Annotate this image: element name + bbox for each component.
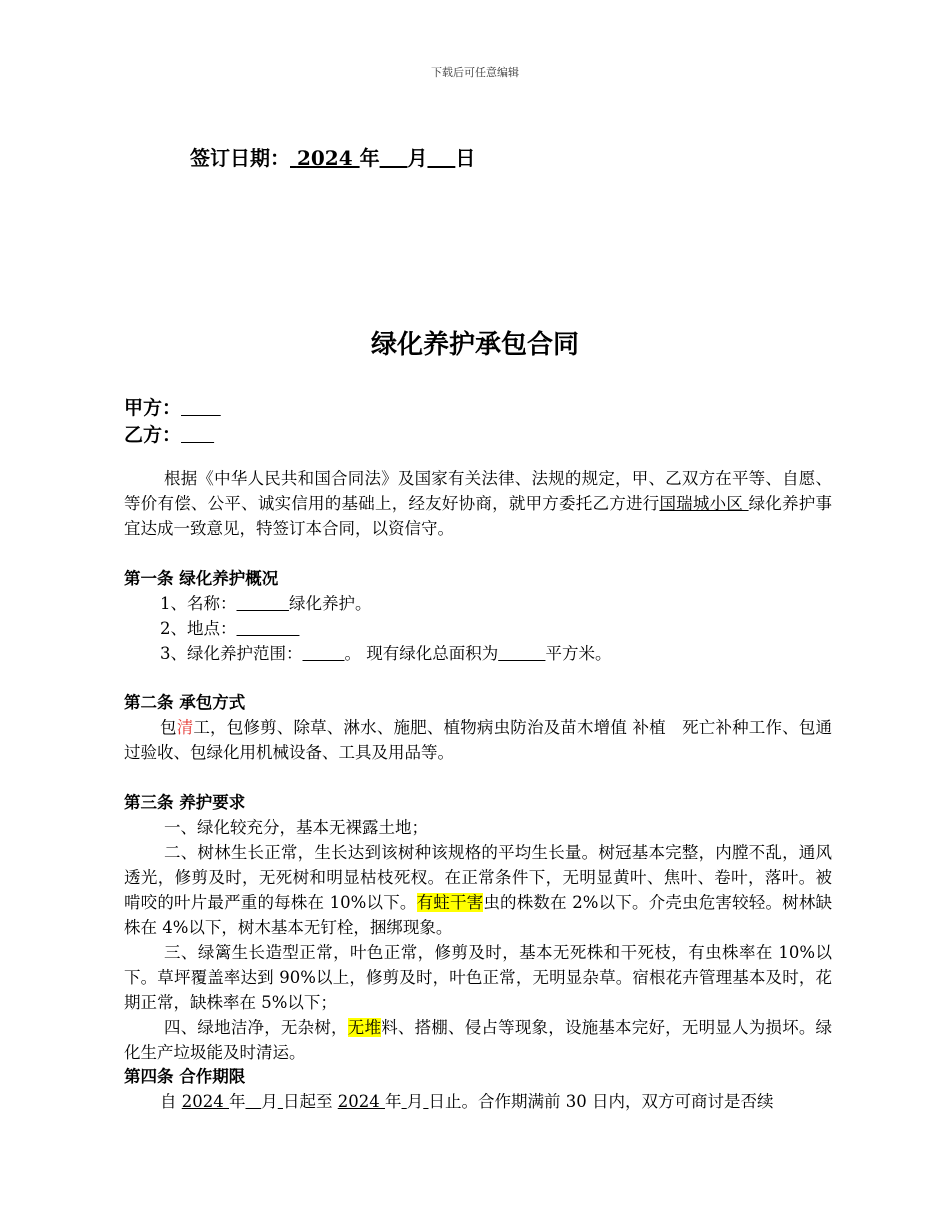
party-a-label: 甲方： [124,397,182,419]
article2-paragraph: 包清工，包修剪、除草、淋水、施肥、植物病虫防治及苗木增值 补植 死亡补种工作、包通过验收、包绿化用机械设备、工具及用品等。 [124,718,833,762]
article1-heading: 第一条 绿化养护概况 [124,569,279,588]
sign-date-line [190,142,475,171]
article2-heading: 第二条 承包方式 [124,693,246,712]
article1-item3: 3、绿化养护范围： 。 现有绿化总面积为 平方米。 [160,644,612,663]
party-a [124,393,221,420]
party-b [124,420,214,447]
article3-p1: 一、绿化较充分，基本无裸露土地； [164,818,428,837]
header-note: 下载后可任意编辑 [431,66,519,79]
party-b-blank [181,424,214,446]
article4-heading: 第四条 合作期限 [124,1067,246,1086]
article3-p2: 二、树林生长正常，生长达到该树种该规格的平均生长量。树冠基本完整，内膛不乱，通风透光，修剪及时，无死树和明显枯枝死杈。在正常条件下，无明显黄叶、焦叶、卷叶，落叶。被啃咬的叶片最严重的每株在 10%以下。有蛀干害虫的株数在 2%以下。介壳虫危害较轻。树林缺株在 4%以下，树木基本无钉栓，捆绑现象。 [124,843,832,937]
intro-paragraph: 根据《中华人民共和国合同法》及国家有关法律、法规的规定，甲、乙双方在平等、自愿、等价有偿、公平、诚实信用的基础上，经友好协商，就甲方委托乙方进行国瑞城小区 绿化养护事宜达成一致意见，特签订本合同，以资信守。 [124,469,833,538]
sign-date-year-unit: 年 [359,146,380,170]
party-b-label: 乙方： [124,424,182,446]
document-title: 绿化养护承包合同 [370,330,579,360]
sign-date-year: 2024 [296,146,360,170]
highlight-text: 有蛀干害 [416,893,484,912]
party-a-blank [181,397,221,419]
article4-paragraph: 自 2024 年 月 日起至 2024 年 月 日止。合作期满前 30 日内，双方可商讨是否续 [160,1092,774,1111]
sign-date-day-unit: 日 [455,146,476,170]
sign-date-day-blank [427,146,455,170]
article3-heading: 第三条 养护要求 [124,793,246,812]
project-name: 国瑞城小区 [659,494,749,513]
article1-item1: 1、名称： 绿化养护。 [160,594,372,613]
article3-p3: 三、绿篱生长造型正常，叶色正常，修剪及时，基本无死株和干死枝，有虫株率在 10%以下。草坪覆盖率达到 90%以上，修剪及时，叶色正常，无明显杂草。宿根花卉管理基本及时，花期正常，缺株率在 5%以下； [124,943,832,1012]
article3-p4: 四、绿地洁净，无杂树，无堆料、搭棚、侵占等现象，设施基本完好，无明显人为损坏。绿化生产垃圾能及时清运。 [124,1018,833,1062]
sign-date-month-blank [380,146,408,170]
article1-item2: 2、地点： [160,619,237,638]
red-text: 清 [176,718,194,737]
sign-date-month-unit: 月 [407,146,428,170]
sign-date-label: 签订日期： [190,146,290,170]
highlight-text: 无堆 [347,1018,382,1037]
